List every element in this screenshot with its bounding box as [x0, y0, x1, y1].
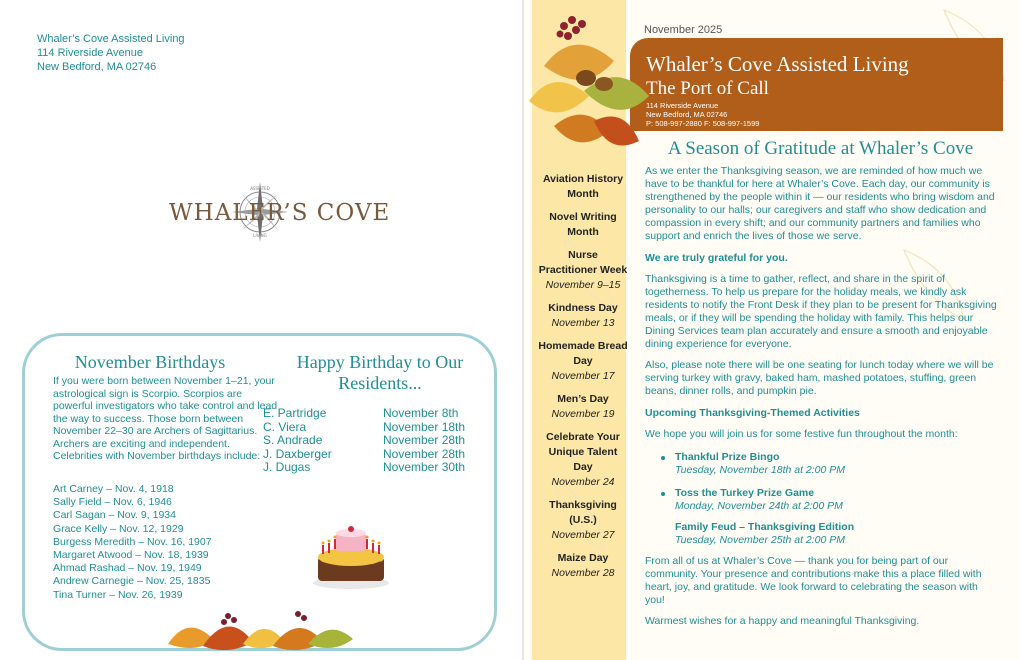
- resident-name: J. Daxberger: [263, 446, 332, 461]
- observance-name: Kindness Day: [548, 302, 618, 314]
- resident-birthday-date: November 18th: [383, 419, 466, 434]
- activity-item: [645, 487, 1000, 513]
- masthead-contact: [646, 101, 759, 128]
- celebrity-birthday-list: [53, 483, 212, 602]
- observance-date: November 19: [551, 408, 615, 420]
- activity-name: Family Feud – Thanksgiving Edition: [675, 521, 855, 533]
- list-item: Sally Field – Nov. 6, 1946: [53, 496, 172, 509]
- birthday-card: [22, 333, 497, 651]
- bullet-icon: [661, 492, 665, 496]
- activity-name: Thankful Prize Bingo: [675, 451, 780, 463]
- observances-list: [538, 172, 628, 589]
- article-paragraph: As we enter the Thanksgiving season, we are reminded of how much we have to be thankful for here at Whaler’s Cove. Each day, our community is strengthened by the people within it — our residents who bring wisdom and personality to our halls; our caregivers and staff who show dedication and compassion in every shift; and our community partners and families who support and enrich the lives of those we serve.: [645, 165, 995, 242]
- activity-time: Monday, November 24th at 2:00 PM: [675, 500, 843, 512]
- resident-birthday-date: November 28th: [383, 433, 466, 447]
- list-item: Art Carney – Nov. 4, 1918: [53, 483, 174, 495]
- observance-name: Homemade Bread Day: [538, 340, 628, 367]
- birthday-cake-icon: [310, 519, 392, 591]
- observance-date: November 27: [551, 529, 615, 541]
- list-item: Burgess Meredith – Nov. 16, 1907: [53, 535, 212, 548]
- observance-date: November 28: [551, 567, 615, 579]
- newsletter-subtitle: The Port of Call: [646, 78, 769, 99]
- masthead-phone: P: 508-997-2880 F: 508-997-1599: [646, 119, 760, 128]
- whalers-cove-logo: [163, 180, 391, 244]
- logo-emblem-bottom-text: LIVING: [253, 233, 267, 238]
- resident-birthday-date: November 28th: [383, 446, 466, 461]
- list-item: [538, 430, 628, 490]
- newsletter-title: Whaler’s Cove Assisted Living: [646, 52, 909, 76]
- resident-name: E. Partridge: [263, 406, 327, 420]
- front-page: [524, 0, 1020, 660]
- masthead: [630, 38, 1003, 131]
- list-item: Grace Kelly – Nov. 12, 1929: [53, 522, 184, 535]
- observance-name: Aviation History Month: [542, 173, 624, 200]
- activities-heading: Upcoming Thanksgiving-Themed Activities: [645, 407, 860, 419]
- resident-birthday-list: [263, 407, 465, 475]
- resident-birthdays-heading: Happy Birthday to Our Residents...: [296, 352, 464, 393]
- return-address-name: Whaler’s Cove Assisted Living: [37, 33, 185, 45]
- observance-name: Celebrate Your Unique Talent Day: [546, 431, 620, 473]
- table-row: [263, 461, 465, 475]
- article-title: A Season of Gratitude at Whaler’s Cove: [667, 138, 974, 159]
- activity-name: Toss the Turkey Prize Game: [675, 487, 815, 499]
- resident-name: J. Dugas: [263, 460, 311, 474]
- list-item: Andrew Carnegie – Nov. 25, 1835: [53, 575, 211, 588]
- list-item: [538, 551, 628, 581]
- list-item: [538, 339, 628, 384]
- list-item: Tina Turner – Nov. 26, 1939: [53, 588, 183, 601]
- activity-item: [645, 451, 1000, 477]
- list-item: Carl Sagan – Nov. 9, 1934: [53, 509, 176, 522]
- table-row: [263, 407, 465, 421]
- activities-intro: We hope you will join us for some festive fun throughout the month:: [645, 428, 958, 440]
- masthead-street: 114 Riverside Avenue: [646, 101, 719, 110]
- activity-item: [645, 521, 1000, 547]
- resident-birthday-date: November 8th: [383, 406, 459, 420]
- list-item: [538, 210, 628, 240]
- bullet-icon: [661, 456, 665, 460]
- list-item: Margaret Atwood – Nov. 18, 1939: [53, 549, 209, 562]
- logo-emblem-top-text: ASSISTED: [250, 186, 270, 191]
- return-address: [37, 32, 185, 74]
- logo-text: WHALER’S COVE: [169, 200, 391, 226]
- table-row: [263, 448, 465, 462]
- issue-date: November 2025: [644, 24, 723, 36]
- main-article: [645, 138, 1000, 628]
- observance-name: Novel Writing Month: [549, 211, 617, 238]
- birthday-intro: If you were born between November 1–21, your astrological sign is Scorpio. Scorpios are powerful investigators who take control and lead the way to success. Those born between November 22–30 are Archers of Sagittarius. Archers are exciting and independent. Celebrities with November birthdays include:: [53, 375, 278, 462]
- masthead-city: New Bedford, MA 02746: [646, 110, 728, 119]
- observance-date: November 17: [551, 370, 615, 382]
- grateful-line: We are truly grateful for you.: [645, 252, 788, 264]
- table-row: [263, 421, 465, 435]
- closing-paragraph: From all of us at Whaler’s Cove — thank you for being part of our community. Your presence and contributions make this a place filled with heart, joy, and gratitude. We look forward to celebrating the season with you!: [645, 555, 982, 606]
- autumn-leaf-cluster-icon: [524, 6, 654, 166]
- table-row: [263, 434, 465, 448]
- observance-name: Nurse Practitioner Week: [538, 249, 628, 276]
- resident-name: C. Viera: [263, 419, 307, 434]
- activity-time: Tuesday, November 25th at 2:00 PM: [675, 534, 846, 546]
- list-item: [538, 172, 628, 202]
- observance-date: November 24: [551, 476, 615, 488]
- november-birthdays-heading: November Birthdays: [74, 352, 226, 372]
- list-item: [538, 392, 628, 422]
- resident-name: S. Andrade: [263, 433, 323, 447]
- observance-date: November 9–15: [545, 279, 621, 291]
- observance-name: Thanksgiving (U.S.): [549, 499, 617, 526]
- return-address-street: 114 Riverside Avenue: [37, 47, 143, 59]
- observance-name: Maize Day: [557, 552, 609, 564]
- list-item: [538, 498, 628, 543]
- resident-birthday-date: November 30th: [383, 460, 466, 474]
- list-item: Ahmad Rashad – Nov. 19, 1949: [53, 562, 202, 575]
- article-paragraph: Thanksgiving is a time to gather, reflect, and share in the spirit of togetherness. To help us prepare for the holiday meals, we kindly ask residents to notify the Front Desk if they plan to be present for Thanksgiving meals, or if they will be spending the holiday with family. This helps our Dining Services team plan accurately and ensure a smooth and enjoyable dining experience for everyone.: [645, 273, 997, 350]
- observance-date: November 13: [551, 317, 615, 329]
- list-item: [538, 248, 628, 293]
- autumn-leaves-decoration: [158, 594, 358, 654]
- observance-name: Men’s Day: [557, 393, 609, 405]
- article-paragraph: Also, please note there will be one seating for lunch today where we will be serving turkey with gravy, baked ham, mashed potatoes, stuffing, green beans, dinner rolls, and pumpkin pie.: [645, 359, 994, 397]
- list-item: [538, 301, 628, 331]
- return-address-city: New Bedford, MA 02746: [37, 61, 157, 73]
- activity-time: Tuesday, November 18th at 2:00 PM: [675, 464, 846, 476]
- signoff: Warmest wishes for a happy and meaningful Thanksgiving.: [645, 615, 920, 627]
